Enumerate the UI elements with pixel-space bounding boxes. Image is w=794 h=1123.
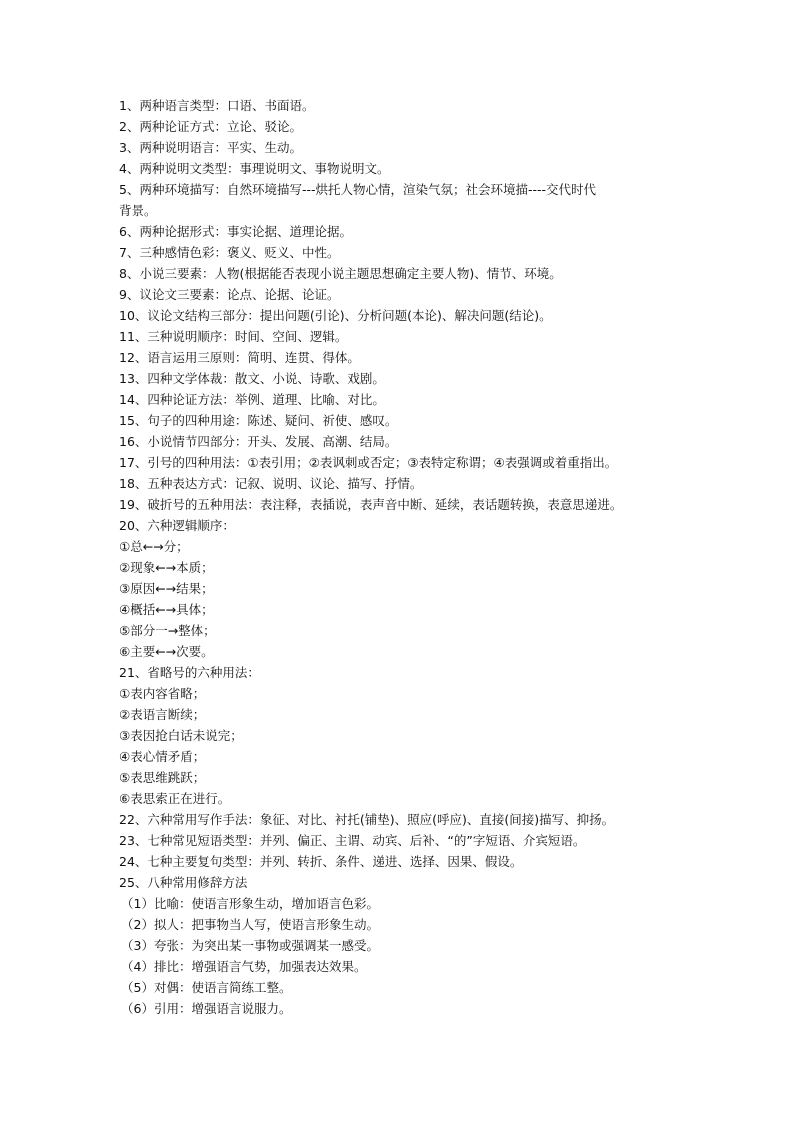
text-line: 10、议论文结构三部分：提出问题(引论)、分析问题(本论)、解决问题(结论)。: [119, 308, 552, 323]
document-body: [119, 95, 689, 1019]
text-line: 4、两种说明文类型：事理说明文、事物说明文。: [119, 161, 390, 176]
text-line: （5）对偶：使语言简练工整。: [121, 980, 292, 995]
text-line: 24、七种主要复句类型：并列、转折、条件、递进、选择、因果、假设。: [119, 854, 523, 869]
text-line: 7、三种感情色彩：褒义、贬义、中性。: [119, 245, 340, 260]
text-line: ②现象←→本质；: [119, 560, 214, 575]
text-line: 14、四种论证方法：举例、道理、比喻、对比。: [119, 392, 385, 407]
text-line: （2）拟人：把事物当人写，使语言形象生动。: [121, 917, 379, 932]
text-line: 21、省略号的六种用法：: [119, 665, 260, 680]
text-line: 23、七种常见短语类型：并列、偏正、主谓、动宾、后补、“的”字短语、介宾短语。: [119, 833, 586, 848]
text-line: ⑤部分一→整体；: [119, 623, 216, 638]
text-line: ②表语言断续；: [119, 707, 206, 722]
text-line: 17、引号的四种用法：①表引用；②表讽刺或否定；③表特定称谓；④表强调或着重指出。: [119, 455, 618, 470]
text-line: （3）夸张：为突出某一事物或强调某一感受。: [121, 938, 379, 953]
text-line: 13、四种文学体裁：散文、小说、诗歌、戏剧。: [119, 371, 385, 386]
text-line: 22、六种常用写作手法：象征、对比、衬托(铺垫)、照应(呼应)、直接(间接)描写、抑扬。: [119, 812, 615, 827]
text-line: 18、五种表达方式：记叙、说明、议论、描写、抒情。: [119, 476, 423, 491]
text-line: 8、小说三要素：人物(根据能否表现小说主题思想确定主要人物)、情节、环境。: [119, 266, 562, 281]
text-line: 12、语言运用三原则：简明、连贯、得体。: [119, 350, 360, 365]
text-line: 15、句子的四种用途：陈述、疑问、祈使、感叹。: [119, 413, 398, 428]
text-line: ③原因←→结果；: [119, 581, 214, 596]
text-line: ⑥表思索正在进行。: [119, 791, 231, 806]
text-line: （1）比喻：使语言形象生动，增加语言色彩。: [121, 896, 379, 911]
text-line: 19、破折号的五种用法：表注释，表插说，表声音中断、延续，表话题转换，表意思递进。: [119, 497, 623, 512]
text-line: 背景。: [119, 203, 157, 218]
text-line: 5、两种环境描写：自然环境描写---烘托人物心情，渲染气氛；社会环境描----交代时代: [119, 182, 597, 197]
text-line: 16、小说情节四部分：开头、发展、高潮、结局。: [119, 434, 398, 449]
text-line: ⑥主要←→次要。: [119, 644, 214, 659]
text-line: 9、议论文三要素：论点、论据、论证。: [119, 287, 340, 302]
text-line: ①表内容省略；: [119, 686, 206, 701]
text-line: 1、两种语言类型：口语、书面语。: [119, 98, 315, 113]
text-line: ①总←→分；: [119, 539, 189, 554]
text-line: 11、三种说明顺序：时间、空间、逻辑。: [119, 329, 348, 344]
text-line: ④表心情矛盾；: [119, 749, 206, 764]
text-line: 2、两种论证方式：立论、驳论。: [119, 119, 302, 134]
text-line: （4）排比：增强语言气势，加强表达效果。: [121, 959, 367, 974]
text-line: 20、六种逻辑顺序：: [119, 518, 235, 533]
text-line: ⑤表思维跳跃；: [119, 770, 206, 785]
text-line: ③表因抢白话未说完；: [119, 728, 243, 743]
text-line: 25、八种常用修辞方法: [119, 875, 248, 890]
text-line: 6、两种论据形式：事实论据、道理论据。: [119, 224, 352, 239]
text-line: 3、两种说明语言：平实、生动。: [119, 140, 302, 155]
text-line: ④概括←→具体；: [119, 602, 214, 617]
text-line: （6）引用：增强语言说服力。: [121, 1001, 292, 1016]
